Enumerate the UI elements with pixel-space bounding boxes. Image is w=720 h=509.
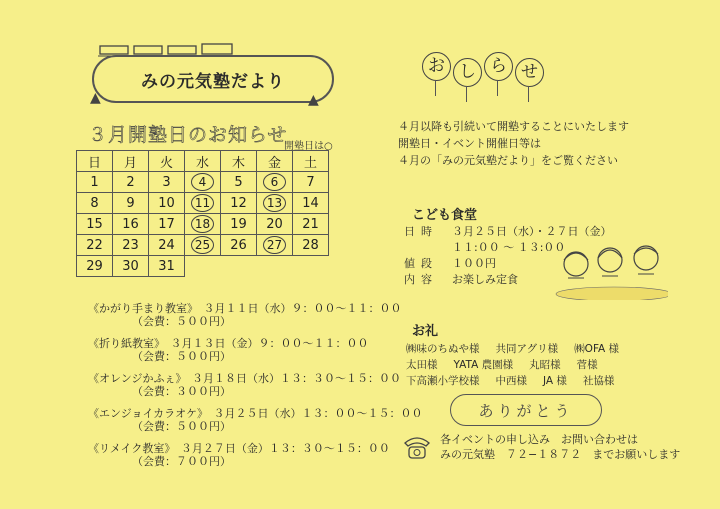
event-name: 《オレンジかふぇ》 — [88, 372, 181, 385]
calendar-day — [113, 172, 149, 193]
weekday-header: 土 — [293, 151, 329, 172]
day-number: 1 — [90, 174, 99, 190]
event-time: ３月２５日（水）１３：００〜１５：００ — [213, 407, 423, 420]
weekday-header: 日 — [77, 151, 113, 172]
sponsor-row — [406, 373, 635, 389]
calendar-open-day — [257, 193, 293, 214]
calendar-day — [149, 214, 185, 235]
calendar-day — [113, 214, 149, 235]
day-number: 12 — [230, 195, 247, 211]
sponsor-name: ㈱味のちぬや様 — [406, 343, 480, 355]
weekday-header: 木 — [221, 151, 257, 172]
balloon-letter: せ — [515, 58, 544, 87]
weekday-header: 月 — [113, 151, 149, 172]
info-value: １１:００ 〜 １３:００ — [452, 241, 566, 254]
calendar-open-day — [257, 172, 293, 193]
day-number: 3 — [162, 174, 171, 190]
event-time: ３月１３日（金）９：００〜１１：００ — [170, 337, 369, 350]
notice-line: 開塾日・イベント開催日等は — [398, 137, 541, 150]
day-number: 10 — [158, 195, 175, 211]
day-number: 17 — [158, 216, 175, 232]
calendar-day — [293, 235, 329, 256]
calendar-empty-cell — [221, 256, 257, 277]
calendar-day — [113, 193, 149, 214]
sponsor-name: 社協様 — [582, 375, 615, 387]
contact-info — [402, 432, 680, 462]
notice-text — [398, 118, 629, 169]
event-item — [88, 302, 422, 328]
calendar-week-row — [77, 214, 329, 235]
contact-line-2: みの元気塾 ７２−１８７２ までお願いします — [440, 448, 681, 461]
day-number: 18 — [191, 215, 214, 233]
day-number: 7 — [306, 174, 315, 190]
day-number: 14 — [302, 195, 319, 211]
contact-line-1: 各イベントの申し込み お問い合わせは — [440, 433, 638, 446]
sponsor-name: 太田様 — [406, 359, 438, 371]
day-number: 4 — [191, 173, 214, 191]
calendar-empty-cell — [257, 256, 293, 277]
calendar-open-day — [185, 172, 221, 193]
calendar-day — [221, 172, 257, 193]
event-time: ３月１８日（水）１３：３０〜１５：００ — [191, 372, 401, 385]
calendar-open-day — [185, 235, 221, 256]
calendar-note: 開塾日は○ — [284, 141, 333, 152]
sponsor-name: 丸昭様 — [529, 359, 561, 371]
calendar-day — [221, 235, 257, 256]
thanks-title: お礼 — [412, 324, 439, 339]
calendar-header-row — [77, 151, 329, 172]
weekday-header: 金 — [257, 151, 293, 172]
calendar-day — [221, 214, 257, 235]
tree-icon: ▲ — [308, 92, 319, 108]
children-eating-illustration — [554, 234, 668, 300]
weekday-header: 水 — [185, 151, 221, 172]
day-number: 30 — [122, 258, 139, 274]
info-label — [404, 240, 452, 256]
balloon-letter: し — [453, 58, 482, 87]
calendar-day — [149, 235, 185, 256]
event-item — [88, 337, 422, 363]
calendar-day — [77, 256, 113, 277]
calendar-table — [76, 150, 329, 277]
sponsor-row — [406, 341, 635, 357]
calendar-day — [77, 214, 113, 235]
thanks-closing: ありがとう — [450, 394, 602, 426]
calendar-day — [149, 193, 185, 214]
event-list — [88, 302, 422, 477]
sponsor-name: ㈱OFA 様 — [574, 343, 620, 355]
day-number: 26 — [230, 237, 247, 253]
info-label: 値段 — [404, 257, 438, 270]
info-value: １００円 — [452, 257, 496, 270]
calendar-day — [293, 193, 329, 214]
info-label: 内容 — [404, 273, 438, 286]
calendar-week-row — [77, 235, 329, 256]
calendar-day — [77, 172, 113, 193]
day-number: 9 — [126, 195, 135, 211]
day-number: 11 — [191, 194, 214, 212]
telephone-icon — [402, 433, 432, 461]
sponsor-name: 共同アグリ様 — [495, 343, 559, 355]
calendar-day — [77, 193, 113, 214]
sponsor-name: 下高瀬小学校様 — [406, 375, 480, 387]
calendar-open-day — [257, 235, 293, 256]
kodomo-title: こども食堂 — [412, 208, 478, 223]
day-number: 13 — [263, 194, 286, 212]
event-item — [88, 442, 422, 468]
calendar-day — [77, 235, 113, 256]
notice-line: ４月の「みの元気塾だより」をご覧ください — [398, 154, 618, 167]
sponsor-name: YATA 農園様 — [453, 359, 514, 371]
sponsor-name: JA 様 — [543, 375, 567, 387]
day-number: 23 — [122, 237, 139, 253]
calendar-title: ３月開塾日のお知らせ — [88, 124, 288, 146]
day-number: 24 — [158, 237, 175, 253]
calendar-week-row — [77, 172, 329, 193]
tree-icon: ▲ — [90, 90, 101, 106]
balloon-letter: ら — [484, 52, 513, 81]
event-time: ３月１１日（水）９：００〜１１：００ — [203, 302, 402, 315]
calendar-day — [113, 235, 149, 256]
balloon-letter: お — [422, 52, 451, 81]
notice-line: ４月以降も引続いて開塾することにいたします — [398, 120, 629, 133]
calendar-empty-cell — [185, 256, 221, 277]
event-item — [88, 407, 422, 433]
calendar-empty-cell — [293, 256, 329, 277]
newsletter-title: みの元気塾だより — [92, 55, 334, 103]
day-number: 21 — [302, 216, 319, 232]
calendar-day — [293, 172, 329, 193]
sponsor-list — [406, 341, 635, 389]
weekday-header: 火 — [149, 151, 185, 172]
day-number: 15 — [86, 216, 103, 232]
event-name: 《エンジョイカラオケ》 — [88, 407, 203, 420]
event-fee: （会費：３００円） — [132, 385, 231, 398]
event-fee: （会費：５００円） — [132, 315, 231, 328]
sponsor-name: 菅様 — [576, 359, 598, 371]
day-number: 28 — [302, 237, 319, 253]
day-number: 27 — [263, 236, 286, 254]
calendar-open-day — [185, 193, 221, 214]
day-number: 8 — [90, 195, 99, 211]
sponsor-name: 中西様 — [495, 375, 527, 387]
event-item — [88, 372, 422, 398]
event-name: 《かがり手まり教室》 — [88, 302, 193, 315]
calendar-week-row — [77, 193, 329, 214]
calendar-day — [113, 256, 149, 277]
day-number: 31 — [158, 258, 175, 274]
event-fee: （会費：７００円） — [132, 455, 231, 468]
calendar-day — [293, 214, 329, 235]
day-number: 29 — [86, 258, 103, 274]
calendar-day — [149, 256, 185, 277]
event-name: 《折り紙教室》 — [88, 337, 160, 350]
day-number: 20 — [266, 216, 283, 232]
info-value: お楽しみ定食 — [452, 273, 518, 286]
event-fee: （会費：５００円） — [132, 350, 231, 363]
info-label: 日時 — [404, 225, 438, 238]
oshirase-balloons — [422, 52, 544, 87]
event-fee: （会費：５００円） — [132, 420, 231, 433]
day-number: 25 — [191, 236, 214, 254]
day-number: 16 — [122, 216, 139, 232]
day-number: 6 — [263, 173, 286, 191]
calendar-open-day — [185, 214, 221, 235]
day-number: 22 — [86, 237, 103, 253]
calendar-day — [149, 172, 185, 193]
info-value: ３月２５日（水）・２７日（金） — [452, 225, 612, 238]
calendar-day — [257, 214, 293, 235]
day-number: 5 — [234, 174, 243, 190]
calendar-week-row — [77, 256, 329, 277]
sponsor-row — [406, 357, 635, 373]
day-number: 2 — [126, 174, 135, 190]
calendar-day — [221, 193, 257, 214]
day-number: 19 — [230, 216, 247, 232]
event-name: 《リメイク教室》 — [88, 442, 170, 455]
event-time: ３月２７日（金）１３：３０〜１５：００ — [180, 442, 390, 455]
